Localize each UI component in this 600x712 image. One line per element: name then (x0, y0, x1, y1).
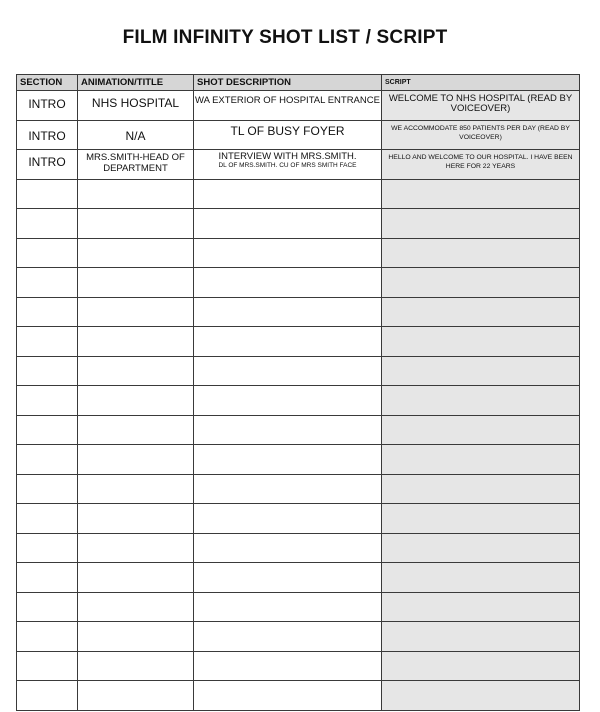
table-row (17, 91, 580, 121)
table-row (17, 622, 580, 652)
table-row (17, 592, 580, 622)
section-cell[interactable] (17, 563, 78, 593)
table-row (17, 445, 580, 475)
section-cell[interactable] (17, 268, 78, 298)
shot-description-text: WA EXTERIOR OF HOSPITAL ENTRANCE (195, 95, 380, 106)
section-cell[interactable] (17, 327, 78, 357)
section-cell[interactable] (17, 533, 78, 563)
shot-description-text: INTERVIEW WITH MRS.SMITH. (218, 151, 357, 162)
shot-description-cell[interactable] (194, 592, 382, 622)
section-cell[interactable] (17, 445, 78, 475)
shot-description-cell[interactable] (194, 91, 382, 121)
script-cell[interactable] (382, 179, 580, 209)
section-cell[interactable] (17, 651, 78, 681)
script-text: HELLO AND WELCOME TO OUR HOSPITAL. I HAVE BEEN HERE FOR 22 YEARS (388, 154, 573, 170)
script-cell[interactable] (382, 681, 580, 711)
section-cell[interactable] (17, 592, 78, 622)
table-row (17, 386, 580, 416)
script-cell[interactable] (382, 91, 580, 121)
animation-title-cell[interactable] (78, 533, 194, 563)
animation-title-cell[interactable] (78, 297, 194, 327)
animation-title-cell[interactable] (78, 651, 194, 681)
animation-title-cell[interactable] (78, 592, 194, 622)
section-cell[interactable] (17, 474, 78, 504)
table-row (17, 268, 580, 298)
section-text: INTRO (28, 128, 66, 143)
shot-description-cell[interactable] (194, 297, 382, 327)
shot-description-cell[interactable] (194, 327, 382, 357)
script-cell[interactable] (382, 592, 580, 622)
table-row (17, 238, 580, 268)
script-cell[interactable] (382, 504, 580, 534)
table-row (17, 356, 580, 386)
script-cell[interactable] (382, 209, 580, 239)
section-cell[interactable] (17, 91, 78, 121)
script-cell[interactable] (382, 297, 580, 327)
shot-description-cell[interactable] (194, 622, 382, 652)
animation-title-cell[interactable] (78, 563, 194, 593)
animation-title-text: NHS HOSPITAL (91, 96, 180, 110)
section-cell[interactable] (17, 504, 78, 534)
section-cell[interactable] (17, 238, 78, 268)
page-title: FILM INFINITY SHOT LIST / SCRIPT (122, 27, 448, 48)
animation-title-cell[interactable] (78, 268, 194, 298)
section-cell[interactable] (17, 622, 78, 652)
section-cell[interactable] (17, 150, 78, 180)
script-column-header: SCRIPT (382, 75, 580, 91)
animation-title-cell[interactable] (78, 91, 194, 121)
animation-title-cell[interactable] (78, 238, 194, 268)
table-row (17, 209, 580, 239)
animation-title-cell[interactable] (78, 150, 194, 180)
script-cell[interactable] (382, 563, 580, 593)
table-row (17, 681, 580, 711)
table-row (17, 563, 580, 593)
script-text: WELCOME TO NHS HOSPITAL (READ BY VOICEOVER) (388, 93, 573, 114)
shot-description-column-header: SHOT DESCRIPTION (194, 75, 382, 91)
table-row (17, 179, 580, 209)
shot-description-cell[interactable] (194, 504, 382, 534)
table-row (17, 504, 580, 534)
shot-description-cell[interactable] (194, 356, 382, 386)
table-row (17, 651, 580, 681)
section-cell[interactable] (17, 415, 78, 445)
shot-description-cell[interactable] (194, 209, 382, 239)
script-text: WE ACCOMMODATE 850 PATIENTS PER DAY (READ BY VOICEOVER) (391, 124, 570, 141)
animation-title-cell[interactable] (78, 415, 194, 445)
script-cell[interactable] (382, 445, 580, 475)
shot-description-cell[interactable] (194, 415, 382, 445)
shot-description-cell[interactable] (194, 474, 382, 504)
script-cell[interactable] (382, 356, 580, 386)
animation-title-cell[interactable] (78, 327, 194, 357)
animation-title-cell[interactable] (78, 504, 194, 534)
shot-description-cell[interactable] (194, 268, 382, 298)
animation-title-column-header: ANIMATION/TITLE (78, 75, 194, 91)
shot-list-table (16, 74, 580, 711)
shot-description-cell[interactable] (194, 120, 382, 150)
shot-description-cell[interactable] (194, 681, 382, 711)
animation-title-cell[interactable] (78, 120, 194, 150)
shot-description-cell[interactable] (194, 445, 382, 475)
script-cell[interactable] (382, 327, 580, 357)
table-row (17, 533, 580, 563)
animation-title-cell[interactable] (78, 356, 194, 386)
section-cell[interactable] (17, 386, 78, 416)
section-cell[interactable] (17, 356, 78, 386)
script-cell[interactable] (382, 120, 580, 150)
script-cell[interactable] (382, 622, 580, 652)
shot-description-cell[interactable] (194, 651, 382, 681)
script-cell[interactable] (382, 533, 580, 563)
table-row (17, 327, 580, 357)
script-cell[interactable] (382, 150, 580, 180)
shot-description-cell[interactable] (194, 238, 382, 268)
shot-description-cell[interactable] (194, 150, 382, 180)
animation-title-cell[interactable] (78, 474, 194, 504)
shot-description-cell[interactable] (194, 386, 382, 416)
script-cell[interactable] (382, 651, 580, 681)
table-header-row (17, 75, 580, 91)
shot-description-cell[interactable] (194, 533, 382, 563)
animation-title-cell[interactable] (78, 445, 194, 475)
section-cell[interactable] (17, 120, 78, 150)
section-cell[interactable] (17, 209, 78, 239)
shot-description-cell[interactable] (194, 563, 382, 593)
section-text: INTRO (28, 155, 66, 169)
section-text: INTRO (28, 97, 66, 111)
table-row (17, 297, 580, 327)
table-row (17, 120, 580, 150)
table-row (17, 474, 580, 504)
table-row (17, 415, 580, 445)
section-cell[interactable] (17, 179, 78, 209)
section-cell[interactable] (17, 297, 78, 327)
script-cell[interactable] (382, 238, 580, 268)
animation-title-text: N/A (125, 128, 146, 143)
animation-title-cell[interactable] (78, 209, 194, 239)
section-cell[interactable] (17, 681, 78, 711)
shot-description-text: TL OF BUSY FOYER (230, 123, 345, 138)
animation-title-cell[interactable] (78, 386, 194, 416)
script-cell[interactable] (382, 415, 580, 445)
animation-title-text: MRS.SMITH-HEAD OF DEPARTMENT (86, 152, 185, 174)
shot-description-subtext: DL OF MRS.SMITH. CU OF MRS SMITH FACE (218, 162, 357, 169)
script-cell[interactable] (382, 268, 580, 298)
script-cell[interactable] (382, 474, 580, 504)
animation-title-cell[interactable] (78, 179, 194, 209)
shot-description-cell[interactable] (194, 179, 382, 209)
section-column-header: SECTION (17, 75, 78, 91)
script-cell[interactable] (382, 386, 580, 416)
animation-title-cell[interactable] (78, 622, 194, 652)
table-row (17, 150, 580, 180)
animation-title-cell[interactable] (78, 681, 194, 711)
